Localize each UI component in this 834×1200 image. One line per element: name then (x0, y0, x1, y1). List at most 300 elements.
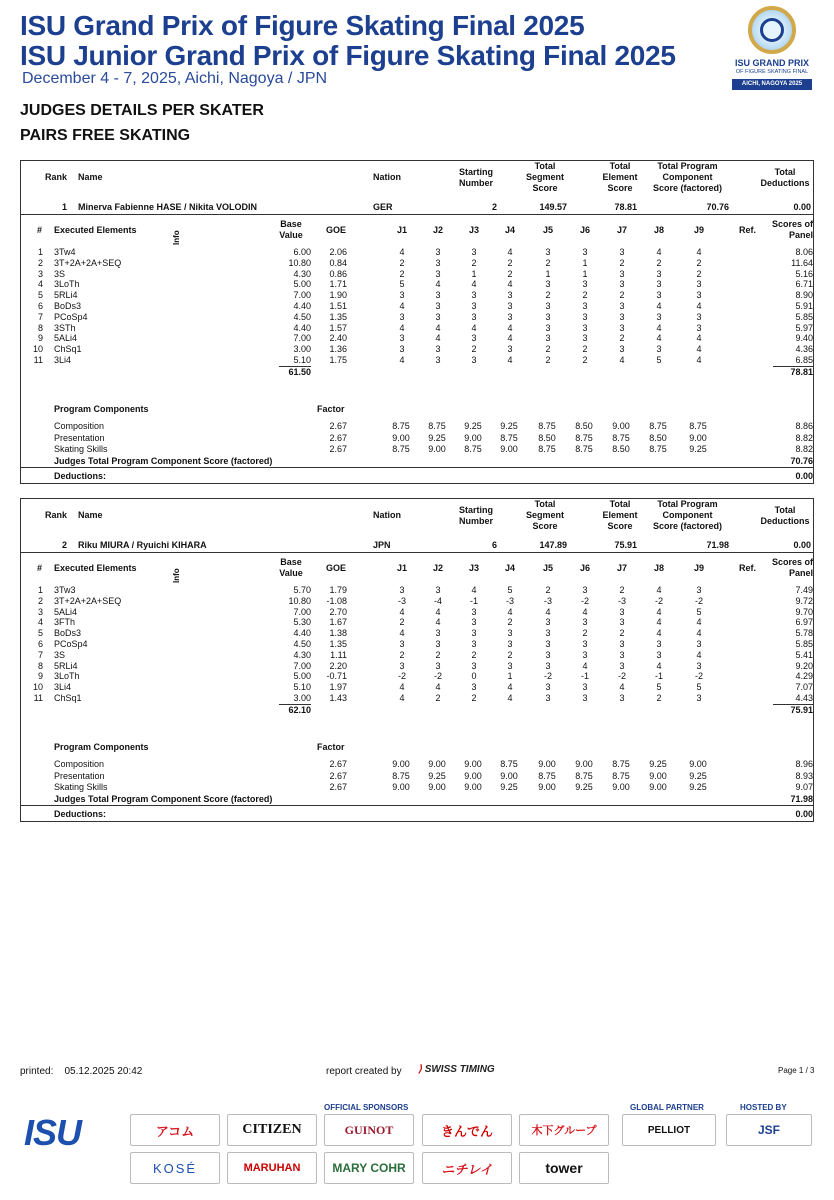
judge-component-score: 9.00 (649, 770, 667, 781)
judge-score: 3 (435, 585, 441, 595)
component-factor: 2.67 (329, 770, 347, 781)
starting-label: Starting (458, 167, 493, 177)
judge-score: 4 (696, 247, 702, 257)
element-number: 10 (32, 682, 43, 693)
judge-score: 3 (435, 311, 441, 322)
judge-score: -2 (617, 671, 626, 682)
partner-logo: PELLIOT (622, 1114, 716, 1146)
judge-score: 4 (435, 617, 441, 628)
judge-component-score: 8.75 (538, 444, 556, 454)
judge-score: 2 (619, 257, 625, 268)
judge-score: 1 (582, 257, 588, 268)
judge-score: 4 (399, 606, 405, 617)
judge-score: 3 (471, 639, 477, 649)
judge-score: 2 (399, 257, 405, 268)
element-goe: 0.86 (329, 268, 347, 279)
judge-score: 1 (471, 268, 477, 279)
judge-component-score: 8.75 (689, 421, 707, 431)
judge-score: 3 (435, 268, 441, 279)
element-number: 8 (37, 322, 43, 333)
element-panel-score: 7.07 (795, 682, 813, 693)
judge-score: 3 (582, 693, 588, 703)
judge-score: 2 (619, 333, 625, 344)
judge-score: 3 (435, 660, 441, 671)
element-code: 3LoTh (54, 279, 80, 290)
judge-component-score: 9.25 (428, 770, 446, 781)
scores-of-panel-label: Scores of (771, 557, 813, 567)
judge-label: J2 (432, 563, 443, 573)
judge-score: 2 (399, 617, 405, 628)
judge-score: 4 (696, 628, 702, 639)
element-code: 3S (54, 649, 66, 660)
judge-score: 3 (656, 311, 662, 322)
judge-score: 3 (656, 290, 662, 301)
element-code: ChSq1 (54, 693, 82, 703)
judge-score: 2 (507, 268, 513, 279)
judge-label: J3 (468, 225, 479, 235)
element-base-value: 3.00 (293, 693, 311, 703)
judge-score: 5 (399, 279, 405, 290)
judge-score: 3 (619, 279, 625, 290)
judge-score: -2 (654, 595, 663, 606)
judge-score: 3 (619, 311, 625, 322)
factor-label: Factor (317, 404, 345, 414)
element-panel-score: 5.91 (795, 301, 813, 311)
judge-score: 4 (507, 279, 513, 290)
judge-score: 2 (435, 693, 441, 703)
judge-score: 3 (471, 606, 477, 617)
component-panel-score: 8.96 (795, 759, 813, 769)
element-panel-score: 5.16 (795, 268, 813, 279)
judge-label: J8 (653, 225, 664, 235)
element-base-value: 10.80 (288, 257, 311, 268)
element-goe: 2.20 (329, 660, 347, 671)
element-goe: -1.08 (326, 595, 347, 606)
element-goe: 2.06 (329, 247, 347, 257)
judge-component-score: 8.75 (500, 759, 518, 769)
element-code: 3FTh (54, 617, 76, 628)
judge-score: 3 (399, 344, 405, 355)
judges-total-pcs: 71.98 (790, 794, 813, 804)
element-base-value: 4.40 (293, 628, 311, 639)
judge-score: 3 (696, 693, 702, 703)
judge-component-score: 8.50 (612, 444, 630, 454)
judge-score: 2 (582, 344, 588, 355)
judge-score: 3 (619, 301, 625, 311)
judge-component-score: 9.00 (464, 770, 482, 781)
judge-score: 5 (656, 682, 662, 693)
total-element-score: 75.91 (614, 540, 637, 550)
judge-label: J7 (616, 563, 627, 573)
judge-component-score: 9.25 (689, 444, 707, 454)
ded-label: Total (774, 505, 796, 515)
judge-score: 3 (435, 355, 441, 365)
judge-score: 4 (507, 693, 513, 703)
judge-component-score: 8.75 (392, 444, 410, 454)
element-goe: 1.11 (330, 649, 347, 660)
judge-score: 4 (619, 355, 625, 365)
element-number: 9 (37, 671, 43, 682)
hosted-by-label: HOSTED BY (740, 1103, 787, 1112)
judge-score: -4 (433, 595, 442, 606)
pcs-label: Component (662, 510, 713, 520)
element-base-value: 5.00 (293, 671, 311, 682)
judge-score: 2 (582, 628, 588, 639)
element-base-value: 5.10 (293, 355, 311, 365)
judge-score: 0 (471, 671, 477, 682)
element-panel-score: 9.40 (795, 333, 813, 344)
starting-number: 6 (491, 540, 497, 550)
element-code: 5RLi4 (54, 660, 78, 671)
judge-label: J4 (504, 563, 515, 573)
skater-nation: JPN (373, 540, 391, 550)
judge-score: 2 (471, 257, 477, 268)
element-number: 7 (37, 311, 43, 322)
tes-label: Total (609, 161, 631, 171)
judge-score: 2 (696, 257, 702, 268)
skater-block (20, 160, 814, 484)
executed-elements-label: Executed Elements (54, 225, 137, 235)
element-number: 8 (37, 660, 43, 671)
judge-score: -2 (397, 671, 406, 682)
judge-score: 4 (399, 355, 405, 365)
judge-component-score: 9.00 (500, 770, 518, 781)
tes-label: Element (602, 510, 638, 520)
element-number: 11 (33, 693, 43, 703)
judge-score: -2 (694, 595, 703, 606)
element-goe: 1.79 (329, 585, 347, 595)
deductions-total: 0.00 (795, 471, 813, 481)
judge-score: 4 (435, 606, 441, 617)
judge-component-score: 9.00 (689, 759, 707, 769)
element-base-value: 4.40 (293, 301, 311, 311)
element-panel-score: 11.64 (791, 257, 813, 268)
judge-score: 4 (696, 649, 702, 660)
judge-component-score: 8.75 (612, 770, 630, 781)
judge-score: 4 (399, 301, 405, 311)
judge-score: 4 (507, 333, 513, 344)
deductions-label: Deductions: (54, 809, 107, 819)
total-pcs-score: 71.98 (706, 540, 729, 550)
component-panel-score: 8.82 (795, 432, 813, 443)
judge-component-score: 9.25 (689, 782, 707, 792)
element-number: 7 (37, 649, 43, 660)
judge-score: -3 (397, 595, 406, 606)
judge-score: 3 (696, 290, 702, 301)
judge-component-score: 9.25 (649, 759, 667, 769)
element-base-value: 4.30 (293, 268, 311, 279)
starting-label: Number (458, 516, 493, 526)
element-panel-score: 5.41 (795, 649, 813, 660)
judge-score: 4 (435, 279, 441, 290)
element-number: 4 (37, 617, 43, 628)
judge-score: 3 (471, 301, 477, 311)
event-title: ISU Grand Prix of Figure Skating Final 2025 (20, 10, 585, 41)
element-panel-score: 5.97 (795, 322, 813, 333)
judge-score: 3 (545, 279, 551, 290)
element-code: BoDs3 (54, 628, 82, 639)
sponsor-logo: ニチレイ (422, 1152, 512, 1184)
judge-component-score: 9.00 (428, 444, 446, 454)
element-base-value: 4.40 (293, 322, 311, 333)
element-number: 10 (32, 344, 43, 355)
judge-score: 3 (471, 628, 477, 639)
judge-component-score: 8.75 (649, 444, 667, 454)
base-value-label: Base (280, 219, 302, 229)
judge-score: 3 (545, 628, 551, 639)
judge-score: 3 (696, 585, 702, 595)
judge-component-score: 9.00 (428, 759, 446, 769)
judge-score: 2 (656, 257, 662, 268)
ded-label: Deductions (760, 178, 810, 188)
judge-score: 3 (582, 301, 588, 311)
judge-score: 3 (435, 247, 441, 257)
judge-score: 3 (619, 322, 625, 333)
deductions-total: 0.00 (795, 809, 813, 819)
base-value-total: 61.50 (288, 366, 311, 377)
judge-score: 2 (399, 649, 405, 660)
element-base-value: 7.00 (293, 606, 311, 617)
tes-label: Element (602, 172, 638, 182)
component-name: Skating Skills (54, 444, 108, 454)
judge-component-score: 9.00 (500, 444, 518, 454)
judge-component-score: 8.75 (392, 421, 410, 431)
judge-score: 4 (582, 606, 588, 617)
component-name: Composition (54, 421, 105, 431)
judge-score: 2 (471, 344, 477, 355)
component-name: Presentation (54, 432, 105, 443)
ref-label: Ref. (739, 563, 757, 573)
judge-score: 3 (545, 333, 551, 344)
goe-label: GOE (325, 563, 346, 573)
component-factor: 2.67 (329, 782, 347, 792)
element-goe: 2.40 (329, 333, 347, 344)
judge-score: -3 (505, 595, 514, 606)
judges-total-pcs: 70.76 (790, 456, 813, 466)
judge-score: 3 (619, 268, 625, 279)
judge-score: 3 (507, 311, 513, 322)
element-panel-score: 5.85 (795, 639, 813, 649)
element-goe: 1.97 (329, 682, 347, 693)
judge-score: 4 (696, 333, 702, 344)
grand-prix-logo: ISU GRAND PRIX OF FIGURE SKATING FINAL AICHI, NAGOYA 2025 (730, 6, 814, 92)
sponsor-logo: MARY COHR (324, 1152, 414, 1184)
tss-label: Segment (525, 172, 564, 182)
component-factor: 2.67 (329, 759, 347, 769)
judge-label: J9 (693, 225, 704, 235)
component-panel-score: 8.82 (795, 444, 813, 454)
printed-timestamp: printed: 05.12.2025 20:42 (20, 1066, 143, 1077)
judge-component-score: 8.75 (428, 421, 446, 431)
element-number: 5 (37, 628, 43, 639)
sponsor-logo: きんでん (422, 1114, 512, 1146)
element-code: 3STh (54, 322, 76, 333)
judge-score: 4 (656, 617, 662, 628)
judge-score: 4 (399, 682, 405, 693)
judge-label: J6 (579, 563, 590, 573)
judge-score: 3 (545, 639, 551, 649)
sponsor-logo: tower (519, 1152, 609, 1184)
skater-block (20, 498, 814, 822)
element-code: PCoSp4 (54, 311, 88, 322)
tss-label: Score (532, 521, 558, 531)
official-sponsors-label: OFFICIAL SPONSORS (324, 1103, 409, 1112)
scores-of-panel-label: Scores of (771, 219, 813, 229)
judge-score: 4 (656, 247, 662, 257)
judge-score: 3 (619, 606, 625, 617)
component-name: Skating Skills (54, 782, 108, 792)
judge-score: 4 (399, 247, 405, 257)
element-panel-score: 4.43 (795, 693, 813, 703)
judge-score: 3 (619, 344, 625, 355)
judge-score: 2 (545, 290, 551, 301)
element-goe: 0.84 (329, 257, 347, 268)
judge-score: 3 (435, 344, 441, 355)
judge-component-score: 9.25 (575, 782, 593, 792)
judge-component-score: 9.00 (612, 421, 630, 431)
judge-score: 4 (656, 606, 662, 617)
element-code: 3Li4 (54, 682, 72, 693)
judge-score: 2 (545, 355, 551, 365)
judge-score: 2 (656, 693, 662, 703)
judge-score: 3 (435, 301, 441, 311)
judge-score: 3 (656, 344, 662, 355)
starting-label: Number (458, 178, 493, 188)
tes-label: Total (609, 499, 631, 509)
judge-score: 4 (399, 322, 405, 333)
judge-score: 3 (507, 660, 513, 671)
program-components-label: Program Components (54, 404, 149, 414)
element-goe: -0.71 (326, 671, 347, 682)
judge-score: 2 (696, 268, 702, 279)
judge-score: 2 (582, 355, 588, 365)
judge-score: -3 (543, 595, 552, 606)
element-base-value: 7.00 (293, 660, 311, 671)
hash-label: # (37, 225, 43, 235)
judge-score: 3 (545, 649, 551, 660)
judge-score: 4 (471, 585, 477, 595)
component-factor: 2.67 (329, 432, 347, 443)
element-base-value: 6.00 (293, 247, 311, 257)
tes-label: Score (607, 183, 633, 193)
component-factor: 2.67 (329, 421, 347, 431)
tss-label: Total (534, 499, 556, 509)
judge-score: 2 (619, 585, 625, 595)
judge-score: 3 (545, 311, 551, 322)
total-pcs-score: 70.76 (706, 202, 729, 212)
element-panel-score: 4.36 (795, 344, 813, 355)
judge-score: 4 (435, 322, 441, 333)
judge-score: 2 (399, 268, 405, 279)
judge-score: 3 (696, 322, 702, 333)
skater-rank: 2 (61, 540, 67, 550)
element-panel-score: 5.78 (795, 628, 813, 639)
judge-component-score: 8.50 (575, 421, 593, 431)
element-goe: 1.57 (329, 322, 347, 333)
judge-score: 4 (696, 355, 702, 365)
judge-score: 2 (545, 585, 551, 595)
judge-score: 3 (471, 311, 477, 322)
judge-score: 4 (399, 693, 405, 703)
program-components-label: Program Components (54, 742, 149, 752)
judge-score: -2 (580, 595, 589, 606)
judge-score: 4 (656, 333, 662, 344)
judge-score: 3 (435, 290, 441, 301)
judge-score: 3 (619, 660, 625, 671)
judge-component-score: 9.00 (464, 432, 482, 443)
starting-label: Starting (458, 505, 493, 515)
element-base-value: 7.00 (293, 290, 311, 301)
info-label: Info (172, 230, 181, 245)
element-number: 11 (33, 355, 43, 365)
judge-score: 3 (656, 649, 662, 660)
judge-score: 3 (582, 639, 588, 649)
pcs-label: Total Program (657, 499, 718, 509)
element-code: 3Tw4 (54, 247, 76, 257)
judge-score: -2 (543, 671, 552, 682)
judge-score: 2 (471, 693, 477, 703)
judge-score: 4 (435, 333, 441, 344)
judge-score: 3 (545, 322, 551, 333)
judge-score: 3 (619, 617, 625, 628)
element-code: 5ALi4 (54, 333, 78, 344)
element-code: 3Li4 (54, 355, 72, 365)
total-deductions: 0.00 (793, 202, 811, 212)
judge-score: 1 (507, 671, 513, 682)
judge-score: 4 (399, 628, 405, 639)
judge-score: 2 (582, 290, 588, 301)
rank-label: Rank (45, 510, 68, 520)
judge-component-score: 8.75 (500, 432, 518, 443)
judge-score: 3 (471, 617, 477, 628)
judge-score: 2 (545, 344, 551, 355)
component-name: Presentation (54, 770, 105, 781)
tes-total: 75.91 (790, 704, 813, 715)
element-code: 3T+2A+2A+SEQ (54, 595, 122, 606)
judge-score: 3 (471, 290, 477, 301)
judge-score: 3 (656, 639, 662, 649)
judge-score: 2 (619, 290, 625, 301)
judge-score: 3 (582, 322, 588, 333)
element-number: 6 (37, 639, 43, 649)
scores-of-panel-label: Panel (788, 230, 813, 240)
ref-label: Ref. (739, 225, 757, 235)
pcs-label: Total Program (657, 161, 718, 171)
judge-component-score: 8.75 (575, 770, 593, 781)
component-factor: 2.67 (329, 444, 347, 454)
element-goe: 1.51 (329, 301, 347, 311)
judge-score: 3 (582, 311, 588, 322)
name-label: Name (78, 172, 103, 182)
report-title: JUDGES DETAILS PER SKATER (20, 102, 264, 119)
judge-component-score: 9.00 (428, 782, 446, 792)
judge-score: 4 (656, 301, 662, 311)
judge-score: 3 (619, 639, 625, 649)
judge-score: 3 (582, 649, 588, 660)
judge-component-score: 9.00 (392, 782, 410, 792)
element-code: 5RLi4 (54, 290, 78, 301)
total-deductions: 0.00 (793, 540, 811, 550)
judge-score: 3 (696, 279, 702, 290)
judge-score: 3 (507, 628, 513, 639)
base-value-label: Value (279, 230, 303, 240)
element-panel-score: 7.49 (795, 585, 813, 595)
judge-score: 5 (656, 355, 662, 365)
judge-component-score: 9.25 (428, 432, 446, 443)
judge-score: 3 (545, 693, 551, 703)
element-panel-score: 6.85 (795, 355, 813, 365)
judge-component-score: 8.75 (575, 432, 593, 443)
